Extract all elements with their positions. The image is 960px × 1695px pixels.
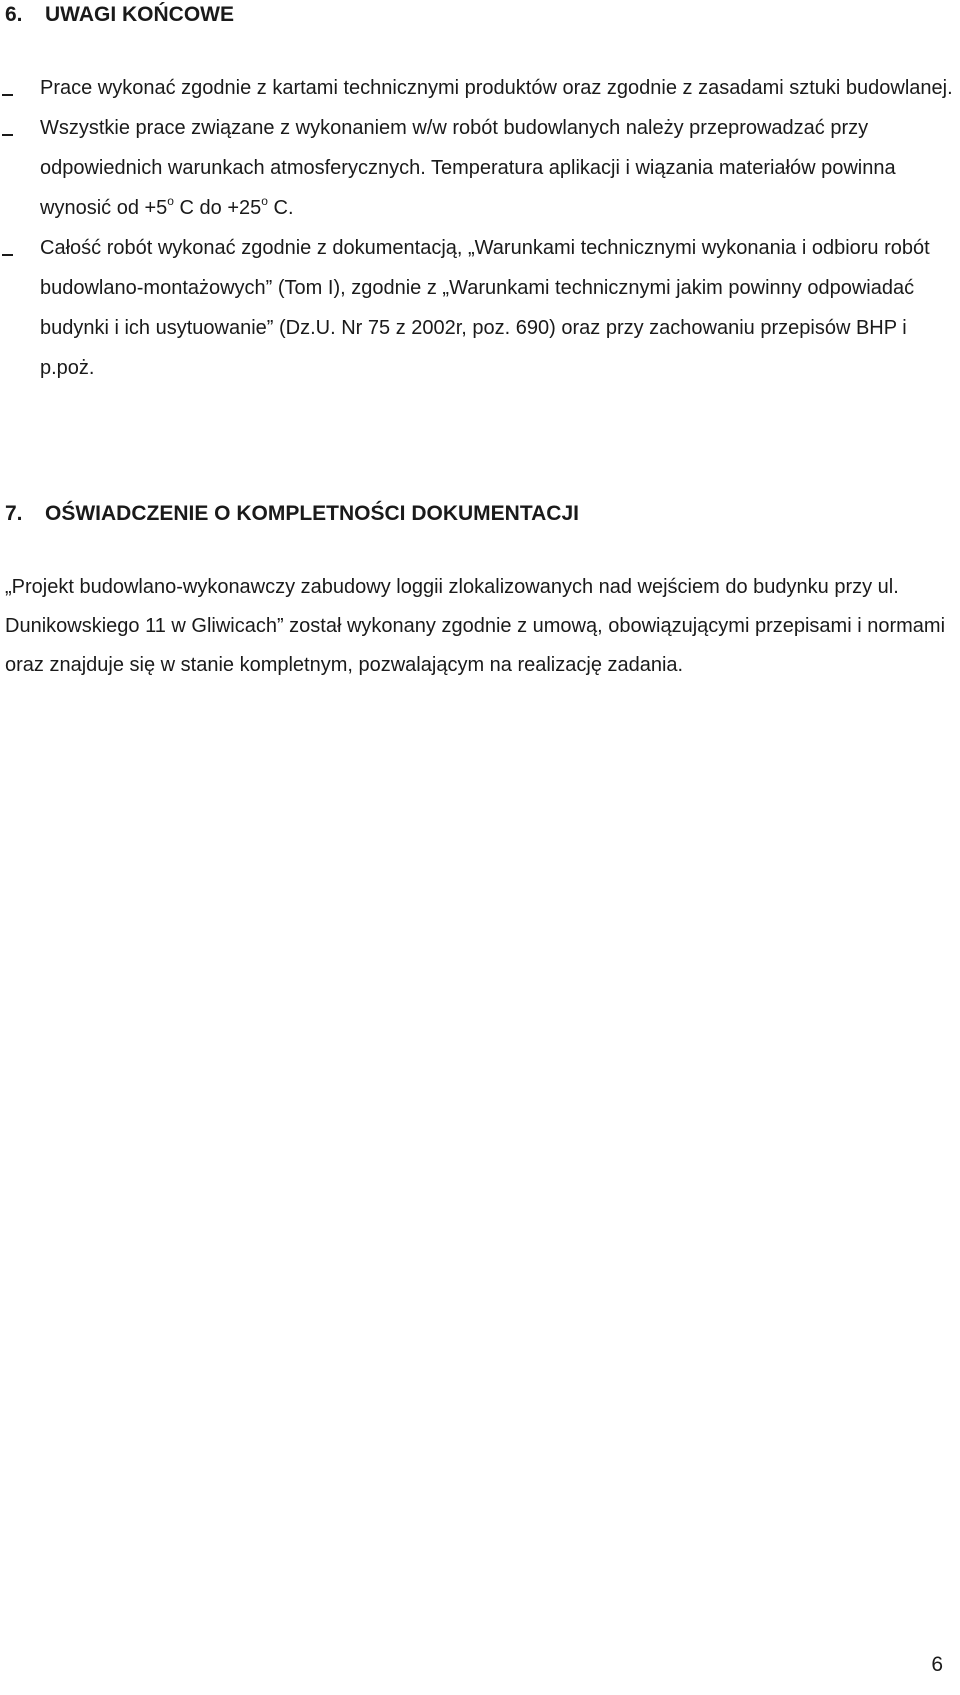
page-number: 6 [931,1653,943,1676]
remark-item [0,228,960,388]
degree-sign: o [167,194,174,208]
remark-text-part: C do +25 [173,197,262,219]
remark-text-part: C. [267,197,294,219]
degree-sign: o [261,194,268,208]
section-7-title: OŚWIADCZENIE O KOMPLETNOŚCI DOKUMENTACJI [45,502,579,525]
dash-bullet-icon [2,94,13,96]
section-6-title: UWAGI KOŃCOWE [45,3,234,26]
section-7-heading [5,499,579,529]
documentation-statement: „Projekt budowlano-wykonawczy zabudowy loggii zlokalizowanych nad wejściem do budynku przy ul. Dunikowskiego 11 w Gliwicach” został wykonany zgodnie z umową, obowiązującymi przepisami i normami oraz znajduje się w stanie kompletnym, pozwalającym na realizację zadania. [5,576,946,676]
section-6-number: 6. [5,3,23,26]
dash-bullet-icon [2,134,13,136]
remark-text [40,117,896,219]
remark-item [0,68,960,108]
section-6-heading [5,0,234,30]
dash-bullet-icon [2,254,13,256]
remark-text: Prace wykonać zgodnie z kartami technicznymi produktów oraz zgodnie z zasadami sztuki budowlanej. [40,77,953,99]
remark-item [0,108,960,228]
remark-text-part: Wszystkie prace związane z wykonaniem w/w robót budowlanych należy przeprowadzać przy odpowiednich warunkach atmosferycznych. Temperatura aplikacji i wiązania materiałów powinna wynosić od +5 [40,117,896,219]
section-7-number: 7. [5,502,23,525]
remark-text: Całość robót wykonać zgodnie z dokumentacją, „Warunkami technicznymi wykonania i odbioru robót budowlano-montażowych” (Tom I), zgodnie z „Warunkami technicznymi jakim powinny odpowiadać budynki i ich usytuowanie” (Dz.U. Nr 75 z 2002r, poz. 690) oraz przy zachowaniu przepisów BHP i p.poż. [40,237,930,379]
remarks-list [0,68,960,388]
